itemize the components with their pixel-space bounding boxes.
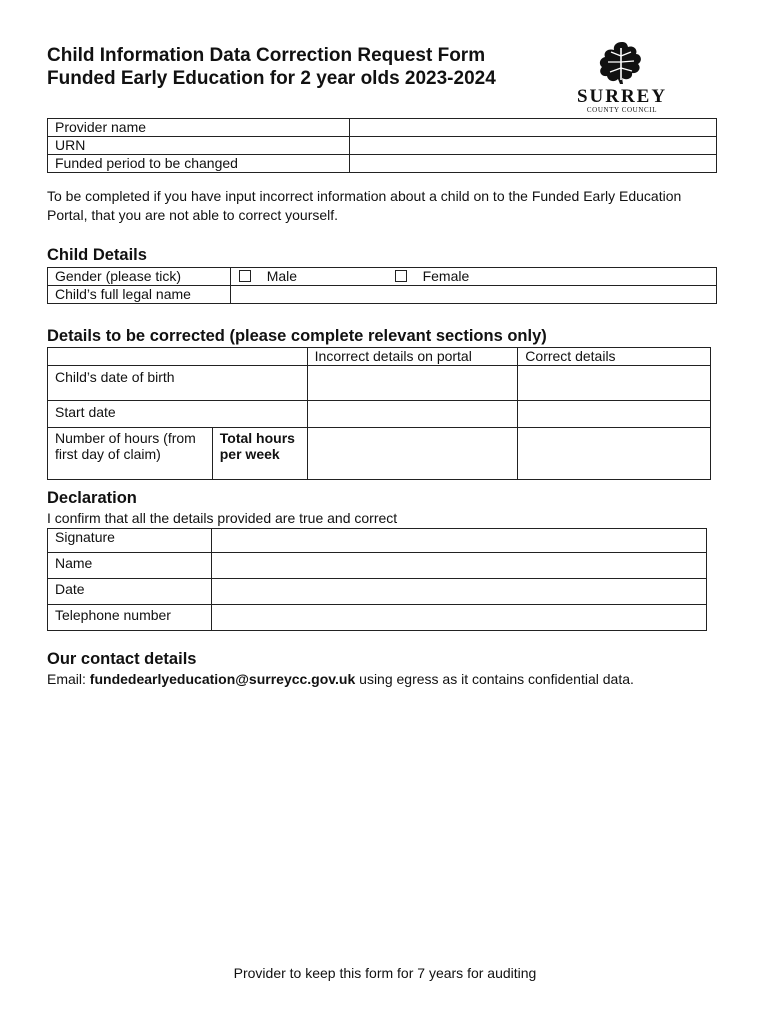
corrections-heading: Details to be corrected (please complete relevant sections only) [47,327,547,345]
dob-incorrect-field[interactable] [307,366,518,401]
urn-field[interactable] [349,137,716,155]
telephone-label: Telephone number [48,605,212,631]
funded-period-field[interactable] [349,155,716,173]
table-row [48,529,707,553]
corrections-table [47,347,711,480]
date-label: Date [48,579,212,605]
hours-label: Number of hours (from first day of claim) [48,428,213,480]
oak-leaf-icon [596,40,646,86]
table-row [48,428,711,480]
intro-text: To be completed if you have input incorrect information about a child on to the Funded Early Education Portal, that you are not able to correct yourself. [47,188,682,223]
declaration-heading: Declaration [47,489,137,507]
contact-heading: Our contact details [47,650,197,668]
title-line-1: Child Information Data Correction Request Form [47,45,486,66]
table-row [48,579,707,605]
gender-label: Gender (please tick) [48,268,231,286]
female-checkbox[interactable] [395,270,407,282]
correct-details-header: Correct details [518,348,711,366]
declaration-table [47,528,707,631]
table-row [48,348,711,366]
table-row [48,401,711,428]
table-row [48,119,717,137]
hours-correct-field[interactable] [518,428,711,480]
funded-period-label: Funded period to be changed [48,155,350,173]
gender-options [230,268,716,286]
footer-note: Provider to keep this form for 7 years for auditing [233,965,537,981]
contact-email-link[interactable]: fundedearlyeducation@surreycc.gov.uk [89,671,356,687]
start-date-label: Start date [48,401,308,428]
dob-label: Child’s date of birth [48,366,308,401]
logo-subtitle: COUNTY COUNCIL [586,106,658,114]
telephone-field[interactable] [211,605,706,631]
corrections-header-blank [48,348,308,366]
table-row [48,553,707,579]
child-name-field[interactable] [230,286,716,304]
table-row [48,155,717,173]
hours-incorrect-field[interactable] [307,428,518,480]
logo-word: SURREY [576,86,668,107]
start-incorrect-field[interactable] [307,401,518,428]
provider-name-field[interactable] [349,119,716,137]
child-details-heading: Child Details [47,246,147,264]
surrey-logo [574,40,670,116]
form-title [47,44,496,90]
signature-label: Signature [48,529,212,553]
urn-label: URN [48,137,350,155]
total-hours-label: Total hours per week [212,428,307,480]
declaration-text: I confirm that all the details provided are true and correct [47,510,398,526]
provider-name-label: Provider name [48,119,350,137]
contact-email-line [47,671,634,687]
table-row [48,366,711,401]
dob-correct-field[interactable] [518,366,711,401]
table-row [48,286,717,304]
email-prefix: Email: [47,671,90,687]
male-checkbox[interactable] [239,270,251,282]
table-row [48,137,717,155]
child-details-table [47,267,717,304]
provider-table [47,118,717,173]
title-line-2: Funded Early Education for 2 year olds 2023-2024 [47,68,496,89]
male-label: Male [266,268,298,284]
name-field[interactable] [211,553,706,579]
email-suffix: using egress as it contains confidential data. [355,671,634,687]
incorrect-details-header: Incorrect details on portal [307,348,518,366]
child-name-label: Child’s full legal name [48,286,231,304]
female-label: Female [422,268,470,284]
table-row [48,268,717,286]
name-label: Name [48,553,212,579]
table-row [48,605,707,631]
signature-field[interactable] [211,529,706,553]
date-field[interactable] [211,579,706,605]
start-correct-field[interactable] [518,401,711,428]
